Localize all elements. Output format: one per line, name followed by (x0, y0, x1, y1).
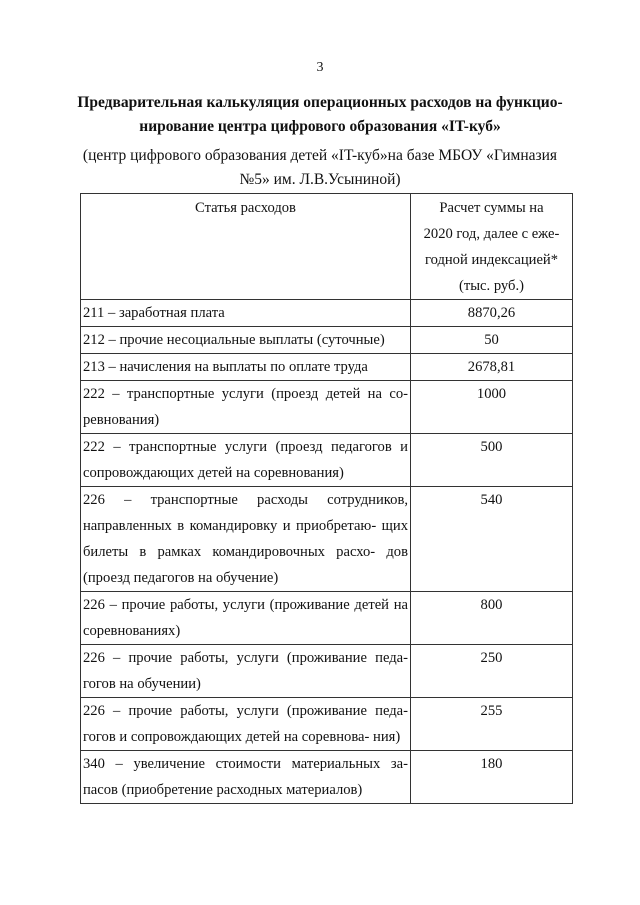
expense-item-cell (81, 487, 411, 592)
expense-item-text: на соревнованиях) (83, 597, 408, 639)
expense-item-text: 340 – увеличение стоимости материальных за- (83, 756, 408, 772)
table-row (81, 698, 573, 751)
expense-item-text: 226 – прочие работы, услуги (проживание педа- (83, 650, 408, 666)
table-header-row (81, 194, 573, 300)
expense-amount-cell: 255 (411, 698, 573, 751)
expense-amount-cell: 8870,26 (411, 300, 573, 327)
page-number: 3 (316, 60, 324, 75)
expense-item-text: ревнования) (83, 412, 160, 428)
expense-item-cell (81, 698, 411, 751)
document-title (0, 91, 640, 139)
document-subtitle (0, 144, 640, 192)
expense-item-cell (81, 751, 411, 804)
expense-item-text: направленных в командировку и приобретаю- (83, 518, 377, 534)
header-amount-line: 2020 год, далее с еже- (423, 226, 560, 242)
header-amount-line: годной индексацией* (424, 252, 559, 268)
expense-item-text: 213 – начисления на выплаты по оплате труда (83, 359, 368, 375)
expense-item-cell (81, 327, 411, 354)
expense-amount-cell: 180 (411, 751, 573, 804)
header-amount-line: (тыс. руб.) (459, 278, 524, 294)
expense-item-text: 212 – прочие несоциальные выплаты (суточные) (83, 332, 385, 348)
expense-item-text: 211 – заработная плата (83, 305, 225, 321)
header-amount-line: Расчет суммы на (439, 200, 544, 216)
subtitle-line: №5» им. Л.В.Усыниной) (239, 171, 401, 188)
expense-item-cell (81, 381, 411, 434)
table-row (81, 487, 573, 592)
expense-item-cell (81, 434, 411, 487)
expense-item-text: сопровождающих детей на соревнования) (83, 465, 344, 481)
table-row (81, 300, 573, 327)
expense-item-text: пасов (приобретение расходных материалов) (83, 782, 363, 798)
table-row (81, 434, 573, 487)
table-row (81, 327, 573, 354)
expense-amount-cell: 540 (411, 487, 573, 592)
expense-item-cell (81, 300, 411, 327)
expense-amount-cell: 1000 (411, 381, 573, 434)
expense-item-cell (81, 354, 411, 381)
title-line: Предварительная калькуляция операционных расходов на функцио- (77, 94, 563, 111)
table-row (81, 592, 573, 645)
expense-amount-cell: 500 (411, 434, 573, 487)
expense-item-text: 226 – прочие работы, услуги (проживание педа- (83, 703, 408, 719)
title-line: нирование центра цифрового образования «IT-куб» (139, 118, 501, 135)
table-row (81, 354, 573, 381)
expense-item-cell (81, 592, 411, 645)
expense-item-text: 226 – прочие работы, услуги (проживание детей (83, 597, 389, 613)
expense-item-text: 222 – транспортные услуги (проезд педагогов и (83, 439, 408, 455)
expense-item-text: дов (проезд педагогов на обучение) (83, 544, 408, 586)
table-row (81, 751, 573, 804)
table-body (81, 300, 573, 804)
expense-item-text: гогов и сопровождающих детей на соревнова- (83, 729, 370, 745)
expense-item-cell (81, 645, 411, 698)
subtitle-line: (центр цифрового образования детей «IT-куб»на базе МБОУ «Гимназия (82, 147, 558, 164)
expense-amount-cell: 2678,81 (411, 354, 573, 381)
expense-item-text: 222 – транспортные услуги (проезд детей на со- (83, 386, 408, 402)
expense-item-text: щих билеты в рамках командировочных расхо- (83, 518, 408, 560)
table-row (81, 645, 573, 698)
expense-amount-cell: 250 (411, 645, 573, 698)
expense-table (80, 193, 573, 804)
column-header-amount (411, 194, 573, 300)
table-row (81, 381, 573, 434)
expense-item-text: ния) (373, 729, 401, 745)
expense-amount-cell: 800 (411, 592, 573, 645)
expense-item-text: 226 – транспортные расходы сотрудников, (83, 492, 408, 508)
column-header-item: Статья расходов (81, 194, 411, 300)
expense-amount-cell: 50 (411, 327, 573, 354)
expense-item-text: гогов на обучении) (83, 676, 201, 692)
